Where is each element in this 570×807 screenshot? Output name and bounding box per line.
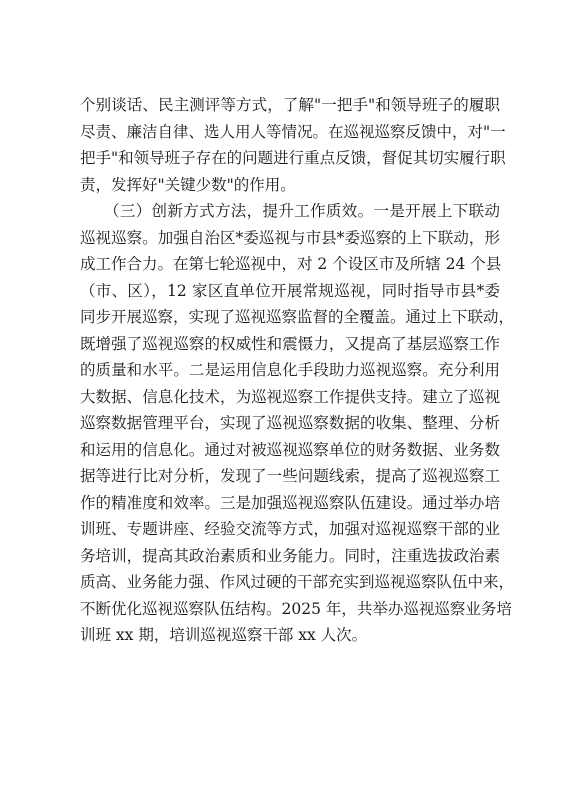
body-text (80, 92, 515, 649)
text-line: 的质量和水平。二是运用信息化手段助力巡视巡察。充分利用 (80, 361, 500, 379)
text-line: （三）创新方式方法，提升工作质效。一是开展上下联动 (80, 202, 500, 220)
text-line: 责，发挥好"关键少数"的作用。 (80, 175, 296, 194)
text-line: 据等进行比对分析，发现了一些问题线索，提高了巡视巡察工 (80, 467, 500, 485)
text-line: 同步开展巡察，实现了巡视巡察监督的全覆盖。通过上下联动， (80, 308, 515, 326)
text-line: 训班、专题讲座、经验交流等方式，加强对巡视巡察干部的业 (80, 520, 500, 538)
text-line: 个别谈话、民主测评等方式，了解"一把手"和领导班子的履职 (80, 96, 500, 114)
text-line: 把手"和领导班子存在的问题进行重点反馈，督促其切实履行职 (80, 149, 506, 167)
text-line: 作的精准度和效率。三是加强巡视巡察队伍建设。通过举办培 (80, 493, 500, 512)
text-line: （市、区），12 家区直单位开展常规巡视，同时指导市县*委 (80, 281, 500, 300)
text-line: 成工作合力。在第七轮巡视中，对 2 个设区市及所辖 24 个县 (80, 255, 502, 273)
text-line: 和运用的信息化。通过对被巡视巡察单位的财务数据、业务数 (80, 440, 500, 459)
text-line: 大数据、信息化技术，为巡视巡察工作提供支持。建立了巡视 (80, 387, 500, 406)
text-line: 质高、业务能力强、作风过硬的干部充实到巡视巡察队伍中来， (80, 573, 515, 591)
text-line: 不断优化巡视巡察队伍结构。2025 年，共举办巡视巡察业务培 (80, 599, 512, 618)
text-line: 务培训，提高其政治素质和业务能力。同时，注重选拔政治素 (80, 546, 500, 565)
text-line: 训班 xx 期，培训巡视巡察干部 xx 人次。 (80, 626, 368, 644)
text-line: 既增强了巡视巡察的权威性和震慑力，又提高了基层巡察工作 (80, 334, 500, 353)
text-line: 巡察数据管理平台，实现了巡视巡察数据的收集、整理、分析 (80, 414, 500, 432)
text-line: 尽责、廉洁自律、选人用人等情况。在巡视巡察反馈中，对"一 (80, 122, 506, 141)
text-line: 巡视巡察。加强自治区*委巡视与市县*委巡察的上下联动，形 (80, 228, 500, 247)
